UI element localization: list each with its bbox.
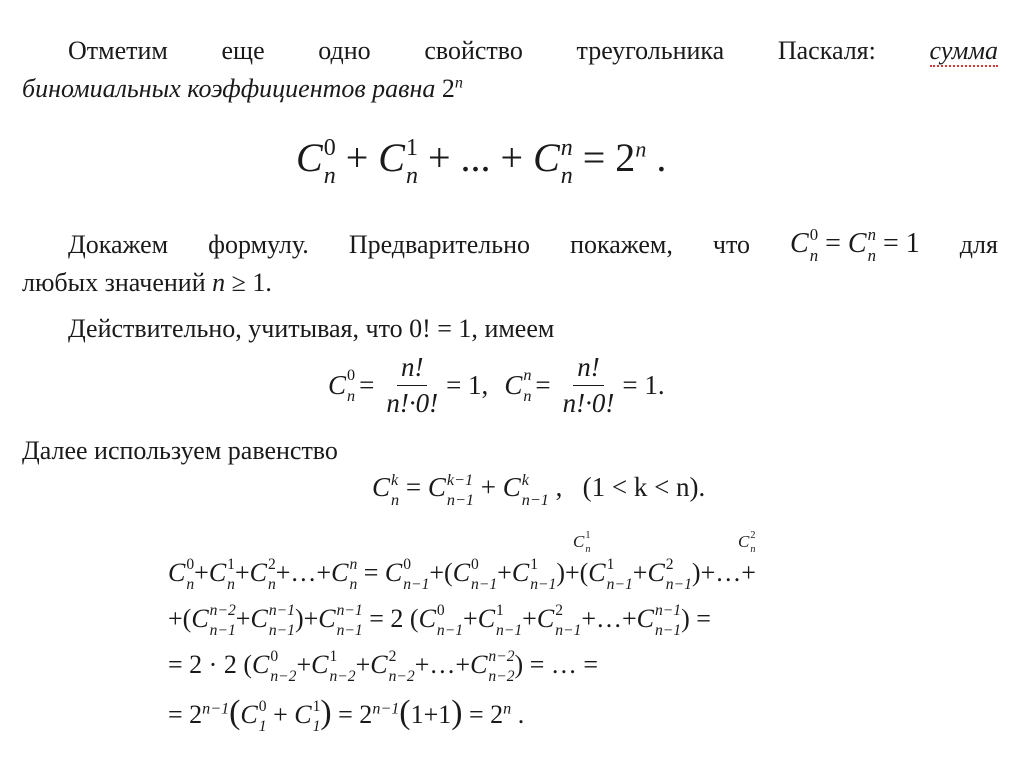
derivation-line-3: = 2 · 2 (C 0 n−2 +C 1 n−2 +C 2 n−2 +…+C n−2 n−2 ) = … = (168, 648, 599, 686)
p3-suffix: имеем (484, 314, 555, 343)
p1-word: свойство (424, 36, 523, 65)
factorial-eq-1: = 1, (446, 370, 489, 400)
p3-formula: 0! = 1, (409, 314, 478, 343)
p2-condition: n (212, 268, 226, 297)
annotation-cn2: C 2 n (738, 529, 756, 556)
p2-word: Докажем (68, 230, 169, 260)
p1-italic-word: сумма (929, 36, 998, 65)
p4-text: Далее используем равенство (22, 436, 338, 465)
fraction-1: $\frac{n!}{n!\cdot 0!}$ (386, 352, 439, 418)
factorial-eq-2: = 1. (622, 370, 665, 400)
p3-text: Действительно, учитывая, что (68, 314, 403, 343)
p1-word: одно (318, 36, 371, 65)
paragraph-1-line-1 (68, 36, 998, 66)
paragraph-4 (22, 436, 338, 466)
p2-suffix: для (959, 230, 998, 260)
power-2n: 2$^n$ (441, 74, 463, 103)
formula-binomial-sum: C 0 n + C 1 n + ... + C n n = $2^n$ . (296, 134, 667, 189)
p2-word: что (712, 230, 751, 260)
p1-word: Паскаля: (777, 36, 876, 65)
derivation-line-1: C 0 n +C 1 n +C 2 n +…+C n n = C 0 n−1 +(C 0 n−1 +C 1 n−1 )+(C 1 n−1 +C 2 n−1 )+…+ (168, 556, 756, 594)
p2-word: формулу. (208, 230, 309, 260)
formula-pascal-identity: C k n = C k−1 n−1 + C k n−1 , (1 < k < n). (372, 470, 706, 509)
p1-word: еще (221, 36, 265, 65)
p1-word: треугольника (576, 36, 725, 65)
p2-word: покажем, (570, 230, 673, 260)
pascal-condition: (1 < k < n). (582, 472, 706, 502)
paragraph-2-line-2 (22, 268, 272, 298)
derivation-line-4: = $2^{n-1}(C$ 0 1 + C 1 1 ) = $2^{n-1}(1+1) = 2^n$ . (168, 694, 525, 736)
paragraph-1-line-2 (22, 74, 463, 104)
annotation-cn1: C 1 n (573, 529, 591, 556)
p1-italic-rest: биномиальных коэффициентов равна (22, 74, 442, 103)
derivation-line-2: +(C n−2 n−1 +C n−1 n−1 )+C n−1 n−1 = 2 (C 0 n−1 +C 1 n−1 +C 2 n−1 +…+C n−1 n−1 ) = (168, 602, 711, 640)
p2-line2-text: любых значений (22, 268, 206, 297)
p2-word: Предварительно (348, 230, 531, 260)
formula-factorial: C 0 n = $\frac{n!}{n!\cdot 0!}$ = 1, C n n = $\frac{n!}{n!\cdot 0!}$ = 1. (328, 352, 665, 418)
p2-condition-rest: ≥ 1. (225, 268, 272, 297)
paragraph-2-line-1 (68, 224, 998, 265)
p1-word: Отметим (68, 36, 168, 65)
fraction-2: $\frac{n!}{n!\cdot 0!}$ (562, 352, 615, 418)
formula-c0-cn-equals-1: C 0 n = C n n = 1 (790, 224, 920, 265)
paragraph-3 (68, 314, 554, 344)
